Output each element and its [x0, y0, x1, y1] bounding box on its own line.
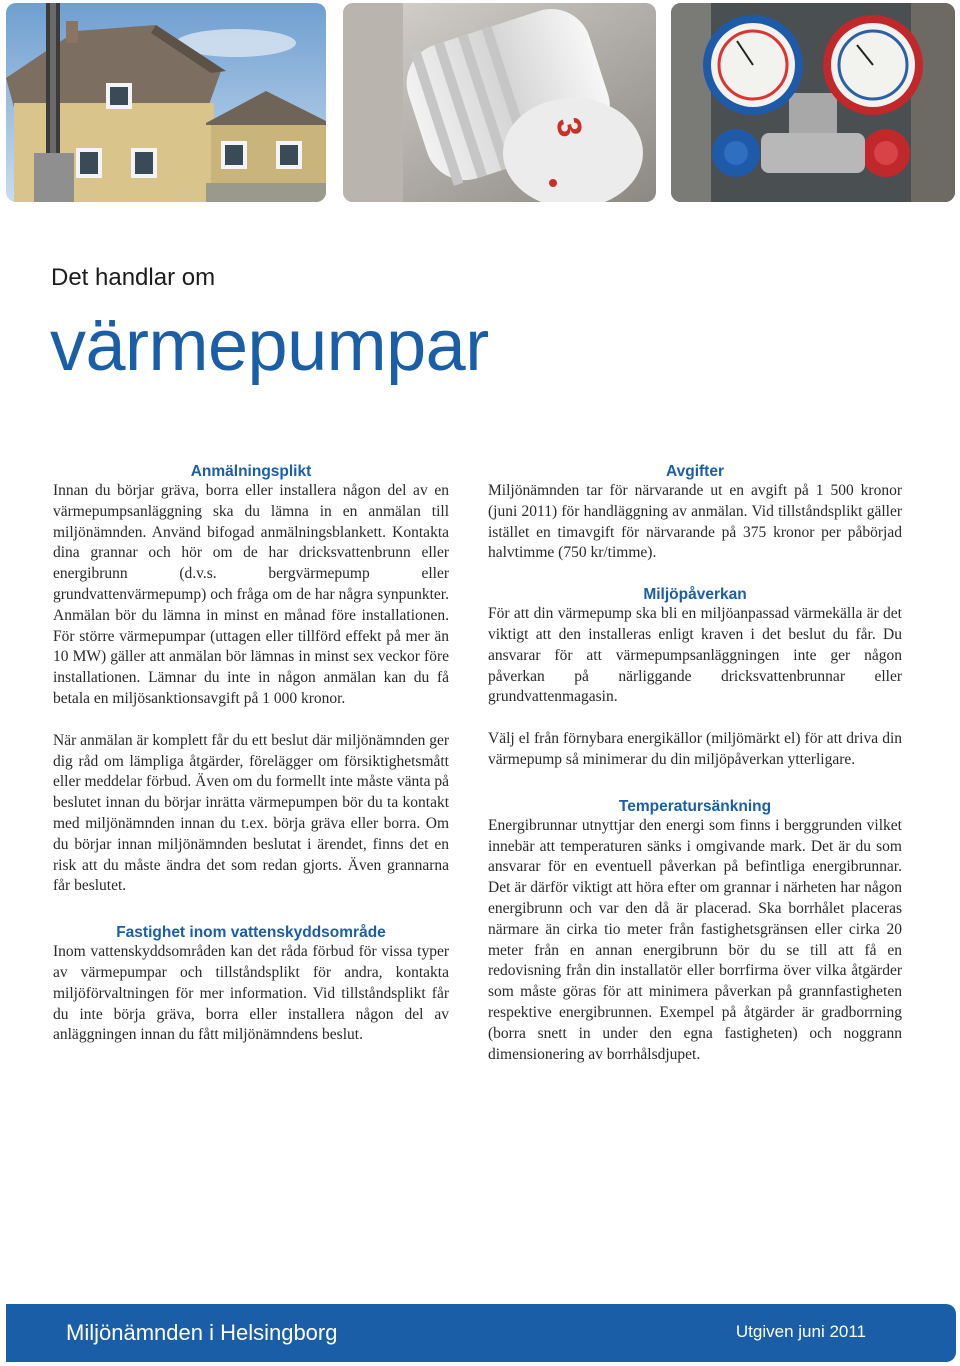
page-kicker: Det handlar om	[51, 264, 216, 291]
pressure-gauges-photo	[671, 3, 955, 202]
section-heading-miljopaverkan: Miljöpåverkan	[643, 586, 747, 604]
section-heading-avgifter: Avgifter	[666, 463, 724, 480]
house-drilling-photo	[6, 3, 326, 202]
left-column	[53, 462, 449, 1046]
paragraph-miljopaverkan-1: För att din värmepump ska bli en miljöanpassad värmekälla är det viktigt att den installeras enligt kraven i det beslut du får. Du ansvarar för att värmepumpsanläggningen inte ger någon påverkan på närliggande dricksvattenbrunnar eller grundvattenmagasin.	[488, 605, 902, 706]
section-heading-temperatursankning: Temperatursänkning	[618, 797, 772, 815]
section-heading-anmalningsplikt: Anmälningsplikt	[190, 463, 312, 480]
paragraph-vattenskyddsomrade: Inom vattenskyddsområden kan det råda förbud för vissa typer av värmepumpar och tillståndsplikt för andra, kontakta miljöförvaltningen för mer information. Vid tillståndsplikt får du inte börja gräva, borra eller installera någon del av anläggningen innan du fått miljönämndens beslut.	[53, 943, 449, 1044]
paragraph-miljopaverkan-2: Välj el från förnybara energikällor (miljömärkt el) för att driva din värmepump så minimerar du din miljöpåverkan ytterligare.	[488, 730, 902, 768]
paragraph-avgifter: Miljönämnden tar för närvarande ut en avgift på 1 500 kronor (juni 2011) för handläggning av anmälan. Vid tillståndsplikt gäller istället en timavgift för närvarande på 375 kronor per påbörjad halvtimme (750 kr/timme).	[488, 482, 902, 562]
section-heading-vattenskyddsomrade: Fastighet inom vattenskyddsområde	[116, 924, 386, 942]
right-column	[488, 462, 902, 1065]
paragraph-anmalningsplikt-2: När anmälan är komplett får du ett beslut där miljönämnden ger dig råd om lämpliga åtgärder, förelägger om försiktighetsmått eller meddelar förbud. Även om du formellt inte måste vänta på beslutet innan du börjar inrätta värmepumpen bör du ta kontakt med miljönämnden innan du t.ex. börja gräva eller borra. Om du börjar innan miljönämnden beslutat i ärendet, finns det en risk att du måste ändra det som redan gjorts. Även grannarna får beslutet.	[53, 731, 449, 895]
footer-bar	[6, 1304, 956, 1362]
footer-organization: Miljönämnden i Helsingborg	[66, 1320, 338, 1345]
paragraph-anmalningsplikt-1: Innan du börjar gräva, borra eller installera någon del av en värmepumpsanläggning ska du lämna in en anmälan till miljönämnden. Använd bifogad anmälningsblankett. Kontakta dina grannar och hör om de har dricksvattenbrunn eller energibrunn (d.v.s. bergvärmepump eller grundvattenvärmepump) och fråga om de har några synpunkter. Anmälan bör du lämna in minst en månad före installationen. För större värmepumpar (uttagen eller tillförd effekt på mer än 10 MW) gäller att anmälan bör lämnas in minst sex veckor före installationen. Lämnar du inte in någon anmälan kan du få betala en miljösanktionsavgift på 1 000 kronor.	[53, 482, 449, 707]
svg-text:3: 3	[548, 114, 590, 140]
page-title: värmepumpar	[50, 306, 489, 386]
footer-published-date: Utgiven juni 2011	[735, 1322, 866, 1341]
radiator-valve-photo	[343, 3, 656, 202]
paragraph-temperatursankning: Energibrunnar utnyttjar den energi som finns i berggrunden vilket innebär att temperaturen sänks i omgivande mark. Det är du som ansvarar för en eventuell påverkan på befintliga energibrunnar. Det är därför viktigt att höra efter om grannar i närheten har någon energibrunn och var den då är placerad. Ska borrhålet placeras närmare än cirka tio meter från fastighetsgränsen eller cirka 20 meter från en annan energibrunn bör du se till att få en redovisning från din installatör eller borrfirma över vilka åtgärder som måste göras för att minimera påverkan på grannfastigheten respektive energibrunnen. Exempel på åtgärder är gradborrning (borra snett in under den egna fastigheten) och noggrann dimensionering av borrhålsdjupet.	[488, 816, 902, 1063]
